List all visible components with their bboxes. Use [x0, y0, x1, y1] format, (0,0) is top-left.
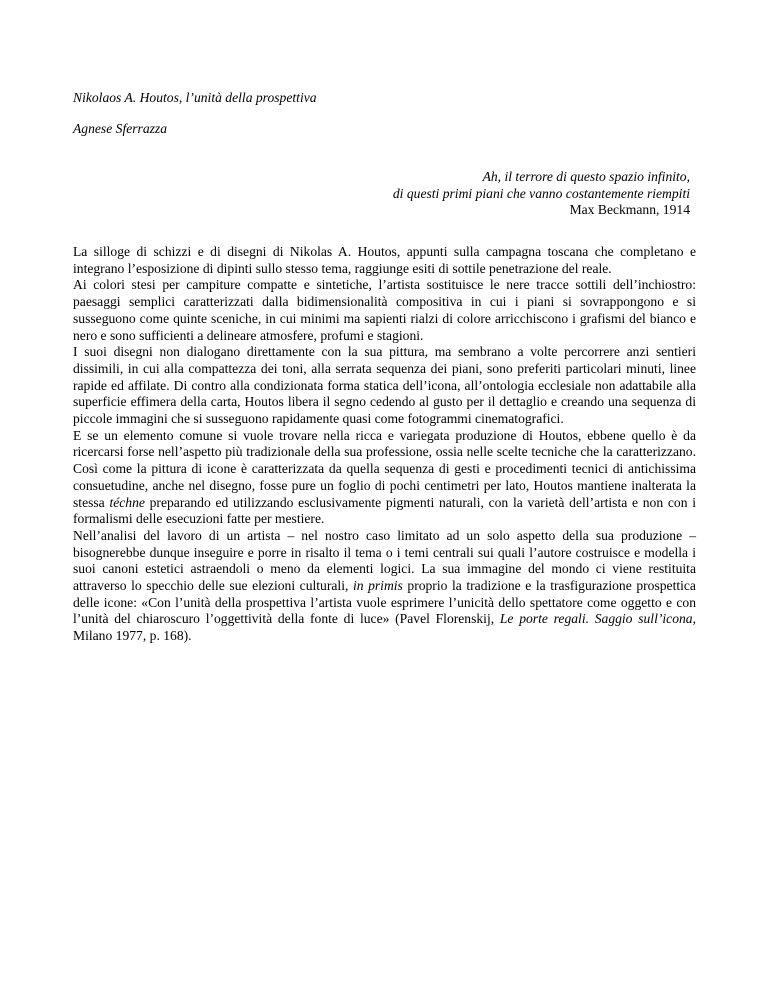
page-title: Nikolaos A. Houtos, l’unità della prospettiva: [73, 90, 317, 105]
epigraph-attribution: Max Beckmann, 1914: [569, 202, 690, 217]
paragraph-5-emphasis-2: Le porte regali. Saggio sull’icona: [499, 611, 693, 627]
epigraph-line-2: di questi primi piani che vanno costantemente riempiti: [392, 185, 690, 201]
paragraph-5-text-a: Nell’analisi del lavoro di un artista – nel nostro caso limitato ad un solo aspetto della sua produzione – bisognerebbe dunque inseguire e porre in risalto il tema o i temi centrali sui quali l’autore costruisce e modella i suoi canoni estetici astraendoli o meno da elementi logici. La sua immagine del mondo ci viene restituita attraverso lo specchio delle sue elezioni culturali,: [73, 527, 696, 594]
body-text: [73, 244, 696, 645]
paragraph-4-text-a: E se un elemento comune si vuole trovare nella ricca e variegata produzione di Houtos, ebbene quello è da ricercarsi forse nell’aspetto più tradizionale della sua professione, ossia nelle scelte tecniche che la caratterizzano. Così come la pittura di icone è caratterizzata da quella sequenza di gesti e procedimenti tecnici di antichissima consuetudine, anche nel disegno, fosse pure un foglio di pochi centimetri per lato, Houtos mantiene inalterata la stessa: [73, 427, 696, 510]
paragraph-3: I suoi disegni non dialogano direttamente con la sua pittura, ma sembrano a volte percorrere anzi sentieri dissimili, in cui alla compattezza dei toni, alla serrata sequenza dei piani, sono preferiti particolari minuti, linee rapide ed affilate. Di contro alla condizionata forma statica dell’icona, all’ontologia ecclesiale non adattabile alla superficie effimera della carta, Houtos libera il segno cedendo al gusto per il dettaglio e creando una sequenza di piccole immagini che si susseguono rapidamente quasi come fotogrammi cinematografici.: [73, 344, 696, 427]
paragraph-5-emphasis-1: in primis: [352, 578, 403, 594]
paragraph-4-emphasis: téchne: [109, 494, 145, 510]
author-name: Agnese Sferrazza: [73, 121, 168, 136]
paragraph-5-text-c: , Milano 1977, p. 168).: [73, 611, 696, 644]
epigraph: [393, 169, 690, 219]
paragraph-5: [73, 528, 696, 645]
paragraph-4-text-b: preparando ed utilizzando esclusivamente pigmenti naturali, con la varietà dell’artista e non con i formalismi delle esecuzioni fatte per mestiere.: [73, 494, 696, 527]
paragraph-4: [73, 428, 696, 528]
paragraph-5-text-b: proprio la tradizione e la trasfigurazione prospettica delle icone: «Con l’unità della prospettiva l’artista vuole esprimere l’unicità dello spettatore come oggetto e con l’unità del chiaroscuro l’oggettività della fonte di luce» (Pavel Florenskij,: [73, 578, 696, 627]
paragraph-2: Ai colori stesi per campiture compatte e sintetiche, l’artista sostituisce le nere tracce sottili dell’inchiostro: paesaggi semplici caratterizzati dalla bidimensionalità compositiva in cui i piani si sovrappongono e si susseguono come quinte sceniche, in cui minimi ma sapienti rialzi di colore arricchiscono i grafismi del bianco e nero e sono sufficienti a delineare atmosfere, profumi e stagioni.: [73, 277, 696, 343]
paragraph-1: La silloge di schizzi e di disegni di Nikolas A. Houtos, appunti sulla campagna toscana che completano e integrano l’esposizione di dipinti sullo stesso tema, raggiunge esiti di sottile penetrazione del reale.: [73, 244, 696, 276]
epigraph-line-1: Ah, il terrore di questo spazio infinito,: [482, 169, 690, 184]
